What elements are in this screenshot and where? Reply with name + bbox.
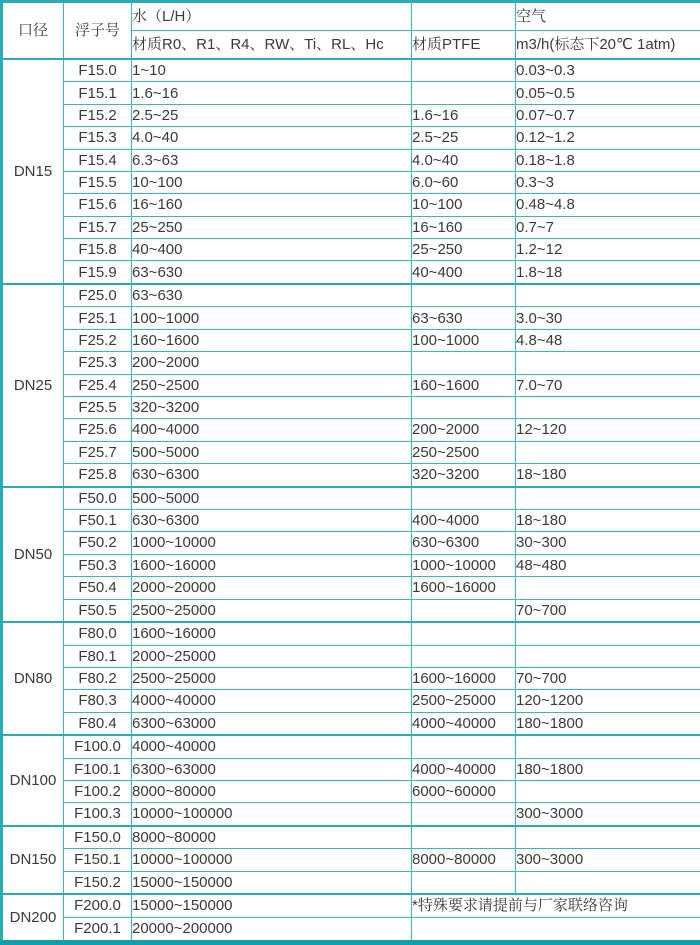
float-number-cell: F100.0 [64,735,132,758]
water-range-cell: 4000~40000 [132,735,412,758]
table-row [2,464,700,487]
water-range-cell: 1600~16000 [132,622,412,645]
ptfe-range-cell [412,59,516,82]
ptfe-range-cell [412,599,516,622]
water-range-cell: 200~2000 [132,352,412,374]
ptfe-range-cell: 16~160 [412,216,516,238]
note-cell: *特殊要求请提前与厂家联络咨询 [412,894,700,917]
ptfe-range-cell [412,396,516,418]
water-range-cell: 4.0~40 [132,127,412,149]
float-number-cell: F80.3 [64,690,132,712]
water-range-cell: 25~250 [132,216,412,238]
water-range-cell: 320~3200 [132,396,412,418]
ptfe-range-cell: 1.6~16 [412,104,516,126]
table-row [2,577,700,599]
float-number-cell: F50.5 [64,599,132,622]
ptfe-range-cell: 6000~60000 [412,780,516,802]
water-range-cell: 6300~63000 [132,712,412,735]
air-range-cell: 1.2~12 [516,239,700,261]
float-number-cell: F25.4 [64,374,132,396]
ptfe-range-cell [412,284,516,307]
float-number-cell: F100.3 [64,803,132,826]
float-number-cell: F150.0 [64,826,132,849]
ptfe-range-cell: 630~6300 [412,532,516,554]
water-range-cell: 2000~25000 [132,645,412,667]
table-row [2,149,700,171]
float-number-cell: F15.0 [64,59,132,82]
header-diameter: 口径 [2,2,64,60]
float-number-cell: F25.2 [64,329,132,351]
air-range-cell: 30~300 [516,532,700,554]
air-range-cell [516,826,700,849]
diameter-cell: DN25 [2,284,64,487]
ptfe-range-cell: 6.0~60 [412,171,516,193]
float-number-cell: F25.1 [64,307,132,329]
water-range-cell: 250~2500 [132,374,412,396]
table-row [2,917,700,942]
float-number-cell: F50.4 [64,577,132,599]
air-range-cell: 3.0~30 [516,307,700,329]
air-range-cell: 7.0~70 [516,374,700,396]
air-range-cell [516,622,700,645]
air-range-cell: 4.8~48 [516,329,700,351]
water-range-cell: 10~100 [132,171,412,193]
table-row [2,554,700,576]
air-range-cell: 300~3000 [516,849,700,871]
note-cell [412,917,700,942]
air-range-cell [516,396,700,418]
header-float-number: 浮子号 [64,2,132,60]
ptfe-range-cell: 1000~10000 [412,554,516,576]
table-row [2,712,700,735]
water-range-cell: 8000~80000 [132,780,412,802]
float-number-cell: F50.3 [64,554,132,576]
table-row [2,104,700,126]
float-number-cell: F15.4 [64,149,132,171]
air-range-cell [516,352,700,374]
water-range-cell: 2000~20000 [132,577,412,599]
water-range-cell: 1~10 [132,59,412,82]
table-row [2,396,700,418]
water-range-cell: 500~5000 [132,441,412,463]
water-range-cell: 6300~63000 [132,758,412,780]
air-range-cell [516,871,700,894]
water-range-cell: 40~400 [132,239,412,261]
float-number-cell: F100.1 [64,758,132,780]
air-range-cell: 0.05~0.5 [516,82,700,104]
table-row [2,216,700,238]
ptfe-range-cell: 2500~25000 [412,690,516,712]
ptfe-range-cell: 250~2500 [412,441,516,463]
table-row [2,510,700,532]
float-number-cell: F25.8 [64,464,132,487]
float-number-cell: F15.1 [64,82,132,104]
ptfe-range-cell: 4000~40000 [412,712,516,735]
float-number-cell: F80.4 [64,712,132,735]
ptfe-range-cell [412,487,516,510]
table-row [2,758,700,780]
float-number-cell: F50.0 [64,487,132,510]
table-row [2,532,700,554]
ptfe-range-cell: 4000~40000 [412,758,516,780]
float-number-cell: F100.2 [64,780,132,802]
air-range-cell: 1.8~18 [516,261,700,284]
table-row [2,826,700,849]
ptfe-range-cell [412,735,516,758]
water-range-cell: 1000~10000 [132,532,412,554]
diameter-cell: DN80 [2,622,64,735]
diameter-cell: DN15 [2,59,64,284]
diameter-cell: DN150 [2,826,64,894]
table-row [2,849,700,871]
air-range-cell [516,780,700,802]
table-row [2,82,700,104]
ptfe-range-cell [412,352,516,374]
air-range-cell: 70~700 [516,667,700,689]
water-range-cell: 160~1600 [132,329,412,351]
ptfe-range-cell: 2.5~25 [412,127,516,149]
float-number-cell: F150.1 [64,849,132,871]
float-number-cell: F15.7 [64,216,132,238]
water-range-cell: 20000~200000 [132,917,412,942]
table-row [2,622,700,645]
ptfe-range-cell: 160~1600 [412,374,516,396]
header-water-material: 材质R0、R1、R4、RW、Ti、RL、Hc [132,31,412,60]
float-number-cell: F25.0 [64,284,132,307]
float-number-cell: F25.3 [64,352,132,374]
float-number-cell: F150.2 [64,871,132,894]
table-row [2,127,700,149]
float-number-cell: F80.0 [64,622,132,645]
water-range-cell: 1600~16000 [132,554,412,576]
table-row [2,329,700,351]
table-row [2,690,700,712]
ptfe-range-cell: 400~4000 [412,510,516,532]
table-row [2,171,700,193]
air-range-cell: 180~1800 [516,712,700,735]
table-row [2,307,700,329]
table-row [2,599,700,622]
air-range-cell [516,284,700,307]
ptfe-range-cell: 200~2000 [412,419,516,441]
water-range-cell: 6.3~63 [132,149,412,171]
air-range-cell [516,441,700,463]
float-number-cell: F25.7 [64,441,132,463]
air-range-cell: 0.07~0.7 [516,104,700,126]
ptfe-range-cell [412,826,516,849]
table-row [2,284,700,307]
air-range-cell: 70~700 [516,599,700,622]
ptfe-range-cell: 4.0~40 [412,149,516,171]
table-row [2,735,700,758]
table-row [2,352,700,374]
ptfe-range-cell [412,645,516,667]
water-range-cell: 500~5000 [132,487,412,510]
float-number-cell: F15.5 [64,171,132,193]
ptfe-range-cell [412,803,516,826]
float-number-cell: F80.2 [64,667,132,689]
water-range-cell: 63~630 [132,261,412,284]
table-row [2,261,700,284]
water-range-cell: 2.5~25 [132,104,412,126]
table-row [2,59,700,82]
air-range-cell: 180~1800 [516,758,700,780]
table-header [2,2,700,60]
header-air-group: 空气 [516,2,700,31]
water-range-cell: 10000~100000 [132,849,412,871]
table-row [2,780,700,802]
float-number-cell: F80.1 [64,645,132,667]
ptfe-range-cell: 1600~16000 [412,667,516,689]
air-range-cell [516,645,700,667]
float-number-cell: F25.6 [64,419,132,441]
water-range-cell: 2500~25000 [132,599,412,622]
table-row [2,894,700,917]
table-row [2,667,700,689]
float-number-cell: F15.8 [64,239,132,261]
float-number-cell: F15.3 [64,127,132,149]
table-row [2,441,700,463]
float-number-cell: F25.5 [64,396,132,418]
water-range-cell: 63~630 [132,284,412,307]
float-number-cell: F15.2 [64,104,132,126]
table-body [2,59,700,943]
ptfe-range-cell: 1600~16000 [412,577,516,599]
table-row [2,645,700,667]
header-water-blank [412,2,516,31]
header-ptfe-material: 材质PTFE [412,31,516,60]
water-range-cell: 8000~80000 [132,826,412,849]
ptfe-range-cell: 320~3200 [412,464,516,487]
table-row [2,487,700,510]
ptfe-range-cell [412,82,516,104]
water-range-cell: 10000~100000 [132,803,412,826]
table-row [2,194,700,216]
table-row [2,803,700,826]
air-range-cell: 18~180 [516,510,700,532]
air-range-cell: 0.48~4.8 [516,194,700,216]
air-range-cell: 0.03~0.3 [516,59,700,82]
ptfe-range-cell: 25~250 [412,239,516,261]
water-range-cell: 630~6300 [132,464,412,487]
ptfe-range-cell: 10~100 [412,194,516,216]
diameter-cell: DN100 [2,735,64,826]
table-row [2,419,700,441]
air-range-cell: 0.12~1.2 [516,127,700,149]
water-range-cell: 4000~40000 [132,690,412,712]
ptfe-range-cell: 8000~80000 [412,849,516,871]
ptfe-range-cell [412,622,516,645]
air-range-cell [516,577,700,599]
float-number-cell: F50.2 [64,532,132,554]
water-range-cell: 100~1000 [132,307,412,329]
water-range-cell: 1.6~16 [132,82,412,104]
water-range-cell: 15000~150000 [132,894,412,917]
ptfe-range-cell: 63~630 [412,307,516,329]
water-range-cell: 2500~25000 [132,667,412,689]
air-range-cell [516,487,700,510]
air-range-cell: 0.18~1.8 [516,149,700,171]
float-number-cell: F15.9 [64,261,132,284]
air-range-cell: 0.7~7 [516,216,700,238]
header-row-top [2,2,700,31]
header-air-unit: m3/h(标态下20℃ 1atm) [516,31,700,60]
air-range-cell: 18~180 [516,464,700,487]
air-range-cell: 0.3~3 [516,171,700,193]
water-range-cell: 16~160 [132,194,412,216]
float-number-cell: F50.1 [64,510,132,532]
float-number-cell: F200.0 [64,894,132,917]
table-row [2,871,700,894]
water-range-cell: 400~4000 [132,419,412,441]
diameter-cell: DN50 [2,487,64,622]
table-row [2,374,700,396]
air-range-cell: 120~1200 [516,690,700,712]
air-range-cell: 48~480 [516,554,700,576]
diameter-cell: DN200 [2,894,64,942]
ptfe-range-cell [412,871,516,894]
air-range-cell [516,735,700,758]
ptfe-range-cell: 40~400 [412,261,516,284]
float-number-cell: F200.1 [64,917,132,942]
water-range-cell: 630~6300 [132,510,412,532]
ptfe-range-cell: 100~1000 [412,329,516,351]
float-number-cell: F15.6 [64,194,132,216]
air-range-cell: 12~120 [516,419,700,441]
table-row [2,239,700,261]
water-range-cell: 15000~150000 [132,871,412,894]
header-water-group: 水（L/H） [132,2,412,31]
air-range-cell: 300~3000 [516,803,700,826]
